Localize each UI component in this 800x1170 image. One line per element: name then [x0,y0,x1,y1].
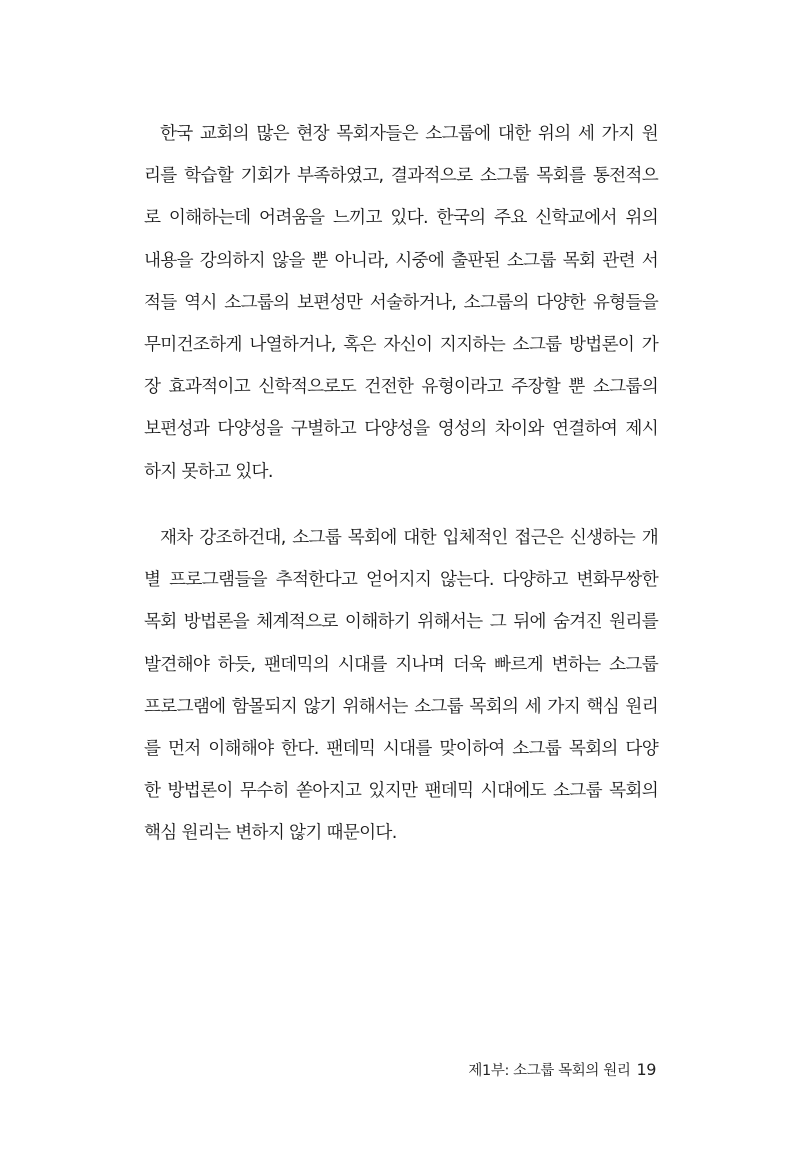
paragraph-1 [144,113,658,493]
paragraph-line: 로 이해하는데 어려움을 느끼고 있다. 한국의 주요 신학교에서 위의 [144,208,658,229]
running-head-chapter: 제1부: 소그룹 목회의 원리 [468,1063,631,1079]
page-number: 19 [636,1060,656,1079]
paragraph-line: 발견해야 하듯, 팬데믹의 시대를 지나며 더욱 빠르게 변하는 소그룹 [144,654,658,675]
paragraph-line: 무미건조하게 나열하거나, 혹은 자신이 지지하는 소그룹 방법론이 가 [144,334,658,355]
paragraph-line: 한국 교회의 많은 현장 목회자들은 소그룹에 대한 위의 세 가지 원 [160,124,658,144]
paragraph-line: 보편성과 다양성을 구별하고 다양성을 영성의 차이와 연결하여 제시 [144,419,658,440]
paragraph-line: 프로그램에 함몰되지 않기 위해서는 소그룹 목회의 세 가지 핵심 원리 [144,696,658,717]
paragraph-2 [144,517,658,855]
paragraph-line: 장 효과적이고 신학적으로도 건전한 유형이라고 주장할 뿐 소그룹의 [144,377,658,398]
page-footer [468,1059,656,1080]
paragraph-line: 핵심 원리는 변하지 않기 때문이다. [144,823,397,844]
paragraph-line: 재차 강조하건대, 소그룹 목회에 대한 입체적인 접근은 신생하는 개 [160,528,658,548]
paragraph-line: 적들 역시 소그룹의 보편성만 서술하거나, 소그룹의 다양한 유형들을 [144,292,658,313]
paragraph-line: 목회 방법론을 체계적으로 이해하기 위해서는 그 뒤에 숨겨진 원리를 [144,612,658,633]
paragraph-line: 한 방법론이 무수히 쏟아지고 있지만 팬데믹 시대에도 소그룹 목회의 [144,781,658,802]
paragraph-line: 를 먼저 이해해야 한다. 팬데믹 시대를 맞이하여 소그룹 목회의 다양 [144,738,658,759]
paragraph-line: 하지 못하고 있다. [144,461,273,482]
paragraph-line: 별 프로그램들을 추적한다고 얻어지지 않는다. 다양하고 변화무쌍한 [144,570,658,591]
paragraph-line: 내용을 강의하지 않을 뿐 아니라, 시중에 출판된 소그룹 목회 관련 서 [144,250,658,271]
paragraph-line: 리를 학습할 기회가 부족하였고, 결과적으로 소그룹 목회를 통전적으 [144,166,658,187]
